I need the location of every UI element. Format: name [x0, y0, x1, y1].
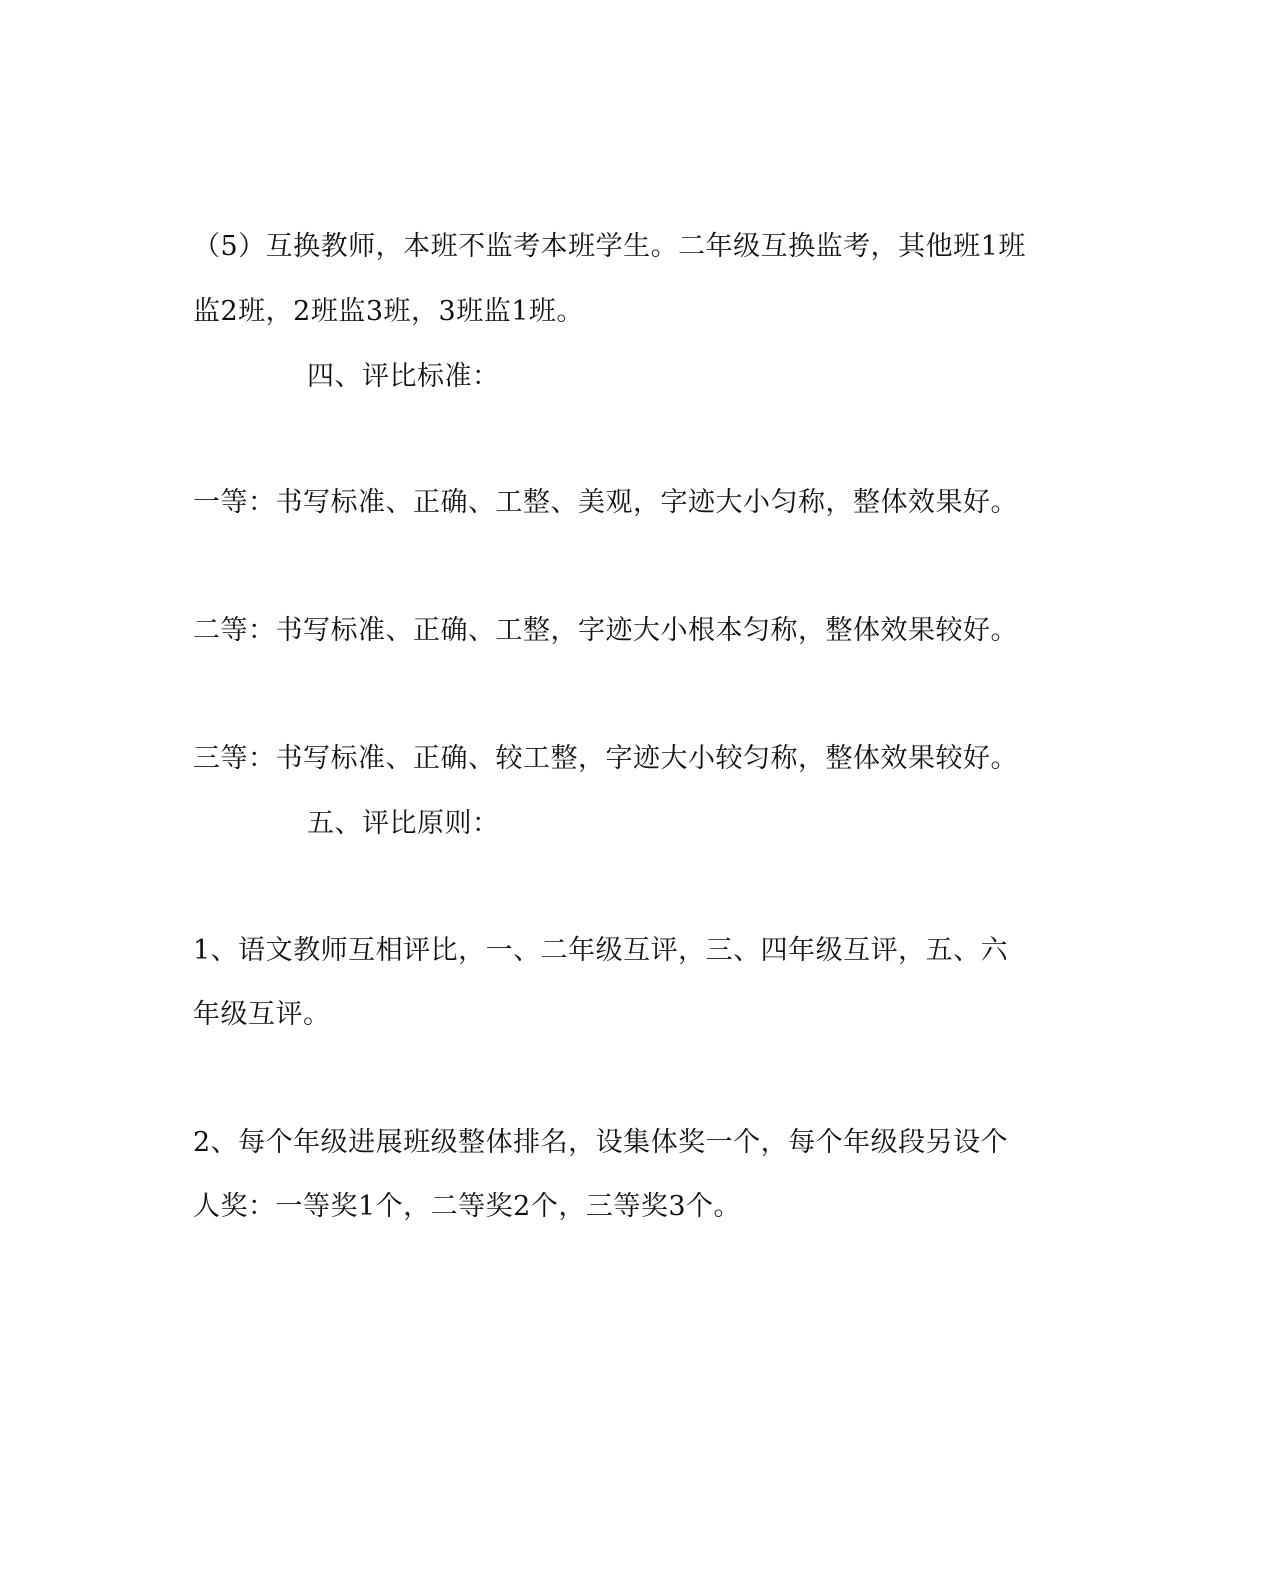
paragraph-item-5-line-2: 监2班，2班监3班，3班监1班。: [193, 296, 584, 327]
principle-2-line-1: 2、每个年级进展班级整体排名，设集体奖一个，每个年级段另设个: [193, 1127, 1009, 1158]
paragraph-item-5-line-1: （5）互换教师，本班不监考本班学生。二年级互换监考，其他班1班: [193, 231, 1026, 262]
principle-2-line-2: 人奖：一等奖1个，二等奖2个，三等奖3个。: [193, 1191, 742, 1222]
section-4-heading: 四、评比标准：: [307, 361, 500, 392]
section-5-heading: 五、评比原则：: [307, 808, 500, 839]
grade-first-text: 一等：书写标准、正确、工整、美观，字迹大小匀称，整体效果好。: [193, 487, 1018, 518]
grade-third-text: 三等：书写标准、正确、较工整，字迹大小较匀称，整体效果较好。: [193, 743, 1018, 774]
principle-1-line-1: 1、语文教师互相评比，一、二年级互评，三、四年级互评，五、六: [193, 935, 1009, 966]
principle-1-line-2: 年级互评。: [193, 999, 331, 1030]
grade-second-text: 二等：书写标准、正确、工整，字迹大小根本匀称，整体效果较好。: [193, 615, 1018, 646]
